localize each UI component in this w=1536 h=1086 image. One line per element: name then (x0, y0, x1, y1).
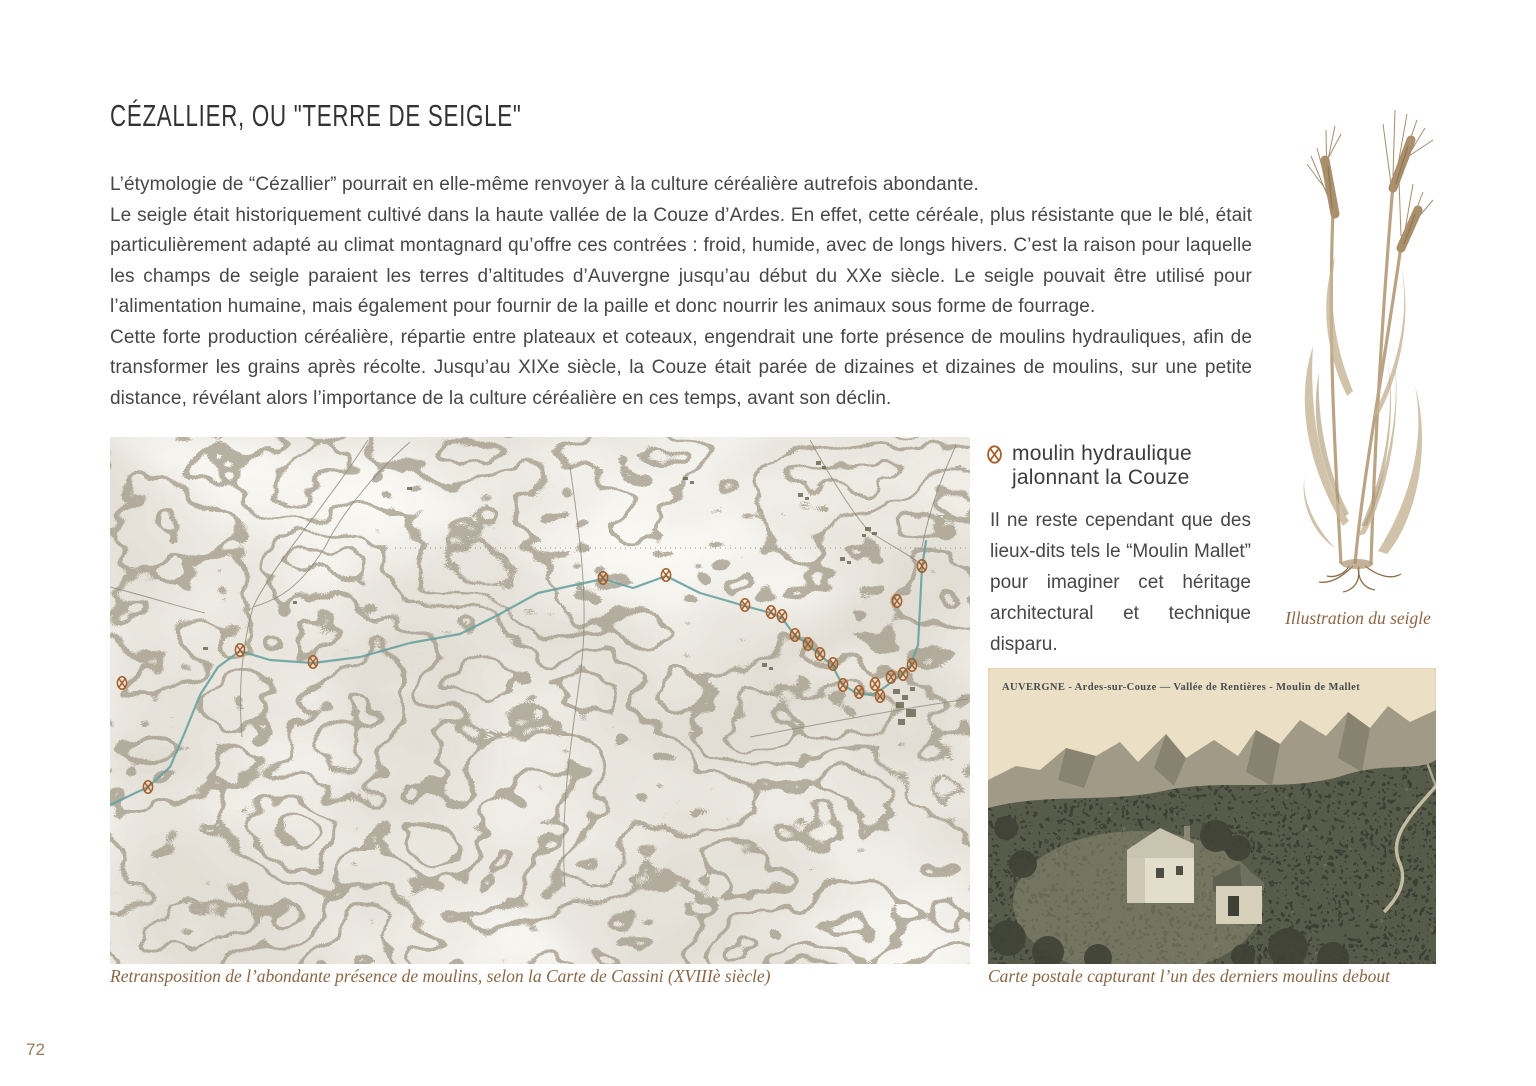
map-legend (986, 442, 1192, 490)
page-number: 72 (26, 1040, 45, 1059)
intro-paragraph: L’étymologie de “Cézallier” pourrait en elle-même renvoyer à la culture céréalière autrefois abondante. (110, 174, 979, 195)
map-contour-lines (110, 437, 970, 964)
rye-caption: Illustration du seigle (1285, 608, 1431, 628)
intro-paragraph: Le seigle était historiquement cultivé dans la haute vallée de la Couze d’Ardes. En effet, cette céréale, plus résistante que le blé, était particulièrement adapté au climat montagnard qu’offre ces contrées : froid, humide, avec de longs hivers. C’est la raison pour laquelle les champs de seigle paraient les terres d’altitudes d’Auvergne jusqu’au début du XXe siècle. Le seigle pouvait être utilisé pour l’alimentation humaine, mais également pour fournir de la paille et donc nourrir les animaux sous forme de fourrage. (110, 204, 1252, 317)
moulin-symbol-icon (986, 444, 1003, 465)
rye-illustration (1283, 96, 1435, 601)
legend-label: moulin hydraulique jalonnant la Couze (1012, 442, 1192, 489)
postcard-caption: Carte postale capturant l’un des derniers moulins debout (988, 966, 1390, 986)
rye-roots (1319, 566, 1401, 592)
cassini-map-image (110, 437, 970, 964)
map-caption: Retransposition de l’abondante présence de moulins, selon la Carte de Cassini (XVIIIè siècle) (110, 966, 771, 986)
postcard-header: AUVERGNE - Ardes-sur-Couze — Vallée de Rentières - Moulin de Mallet (1002, 682, 1361, 693)
postcard-image (988, 668, 1436, 964)
postcard (988, 668, 1436, 969)
rye-illustration-image (1283, 96, 1435, 596)
cassini-map (110, 437, 970, 964)
page-title: CÉZALLIER, OU "TERRE DE SEIGLE" (110, 98, 522, 133)
rye-base (1341, 559, 1373, 569)
intro-text (110, 170, 1252, 414)
intro-paragraph: Cette forte production céréalière, répartie entre plateaux et coteaux, engendrait une forte présence de moulins hydrauliques, afin de transformer les grains après récolte. Jusqu’au XIXe siècle, la Couze était parée de dizaines et dizaines de moulins, sur une petite distance, révélant alors l’importance de la culture céréalière en ces temps, avant son déclin. (110, 326, 1252, 409)
aside-text: Il ne reste cependant que des lieux-dits tels le “Moulin Mallet” pour imaginer cet héritage architectural et technique disparu. (990, 510, 1251, 655)
rye-leaves (1304, 256, 1422, 554)
